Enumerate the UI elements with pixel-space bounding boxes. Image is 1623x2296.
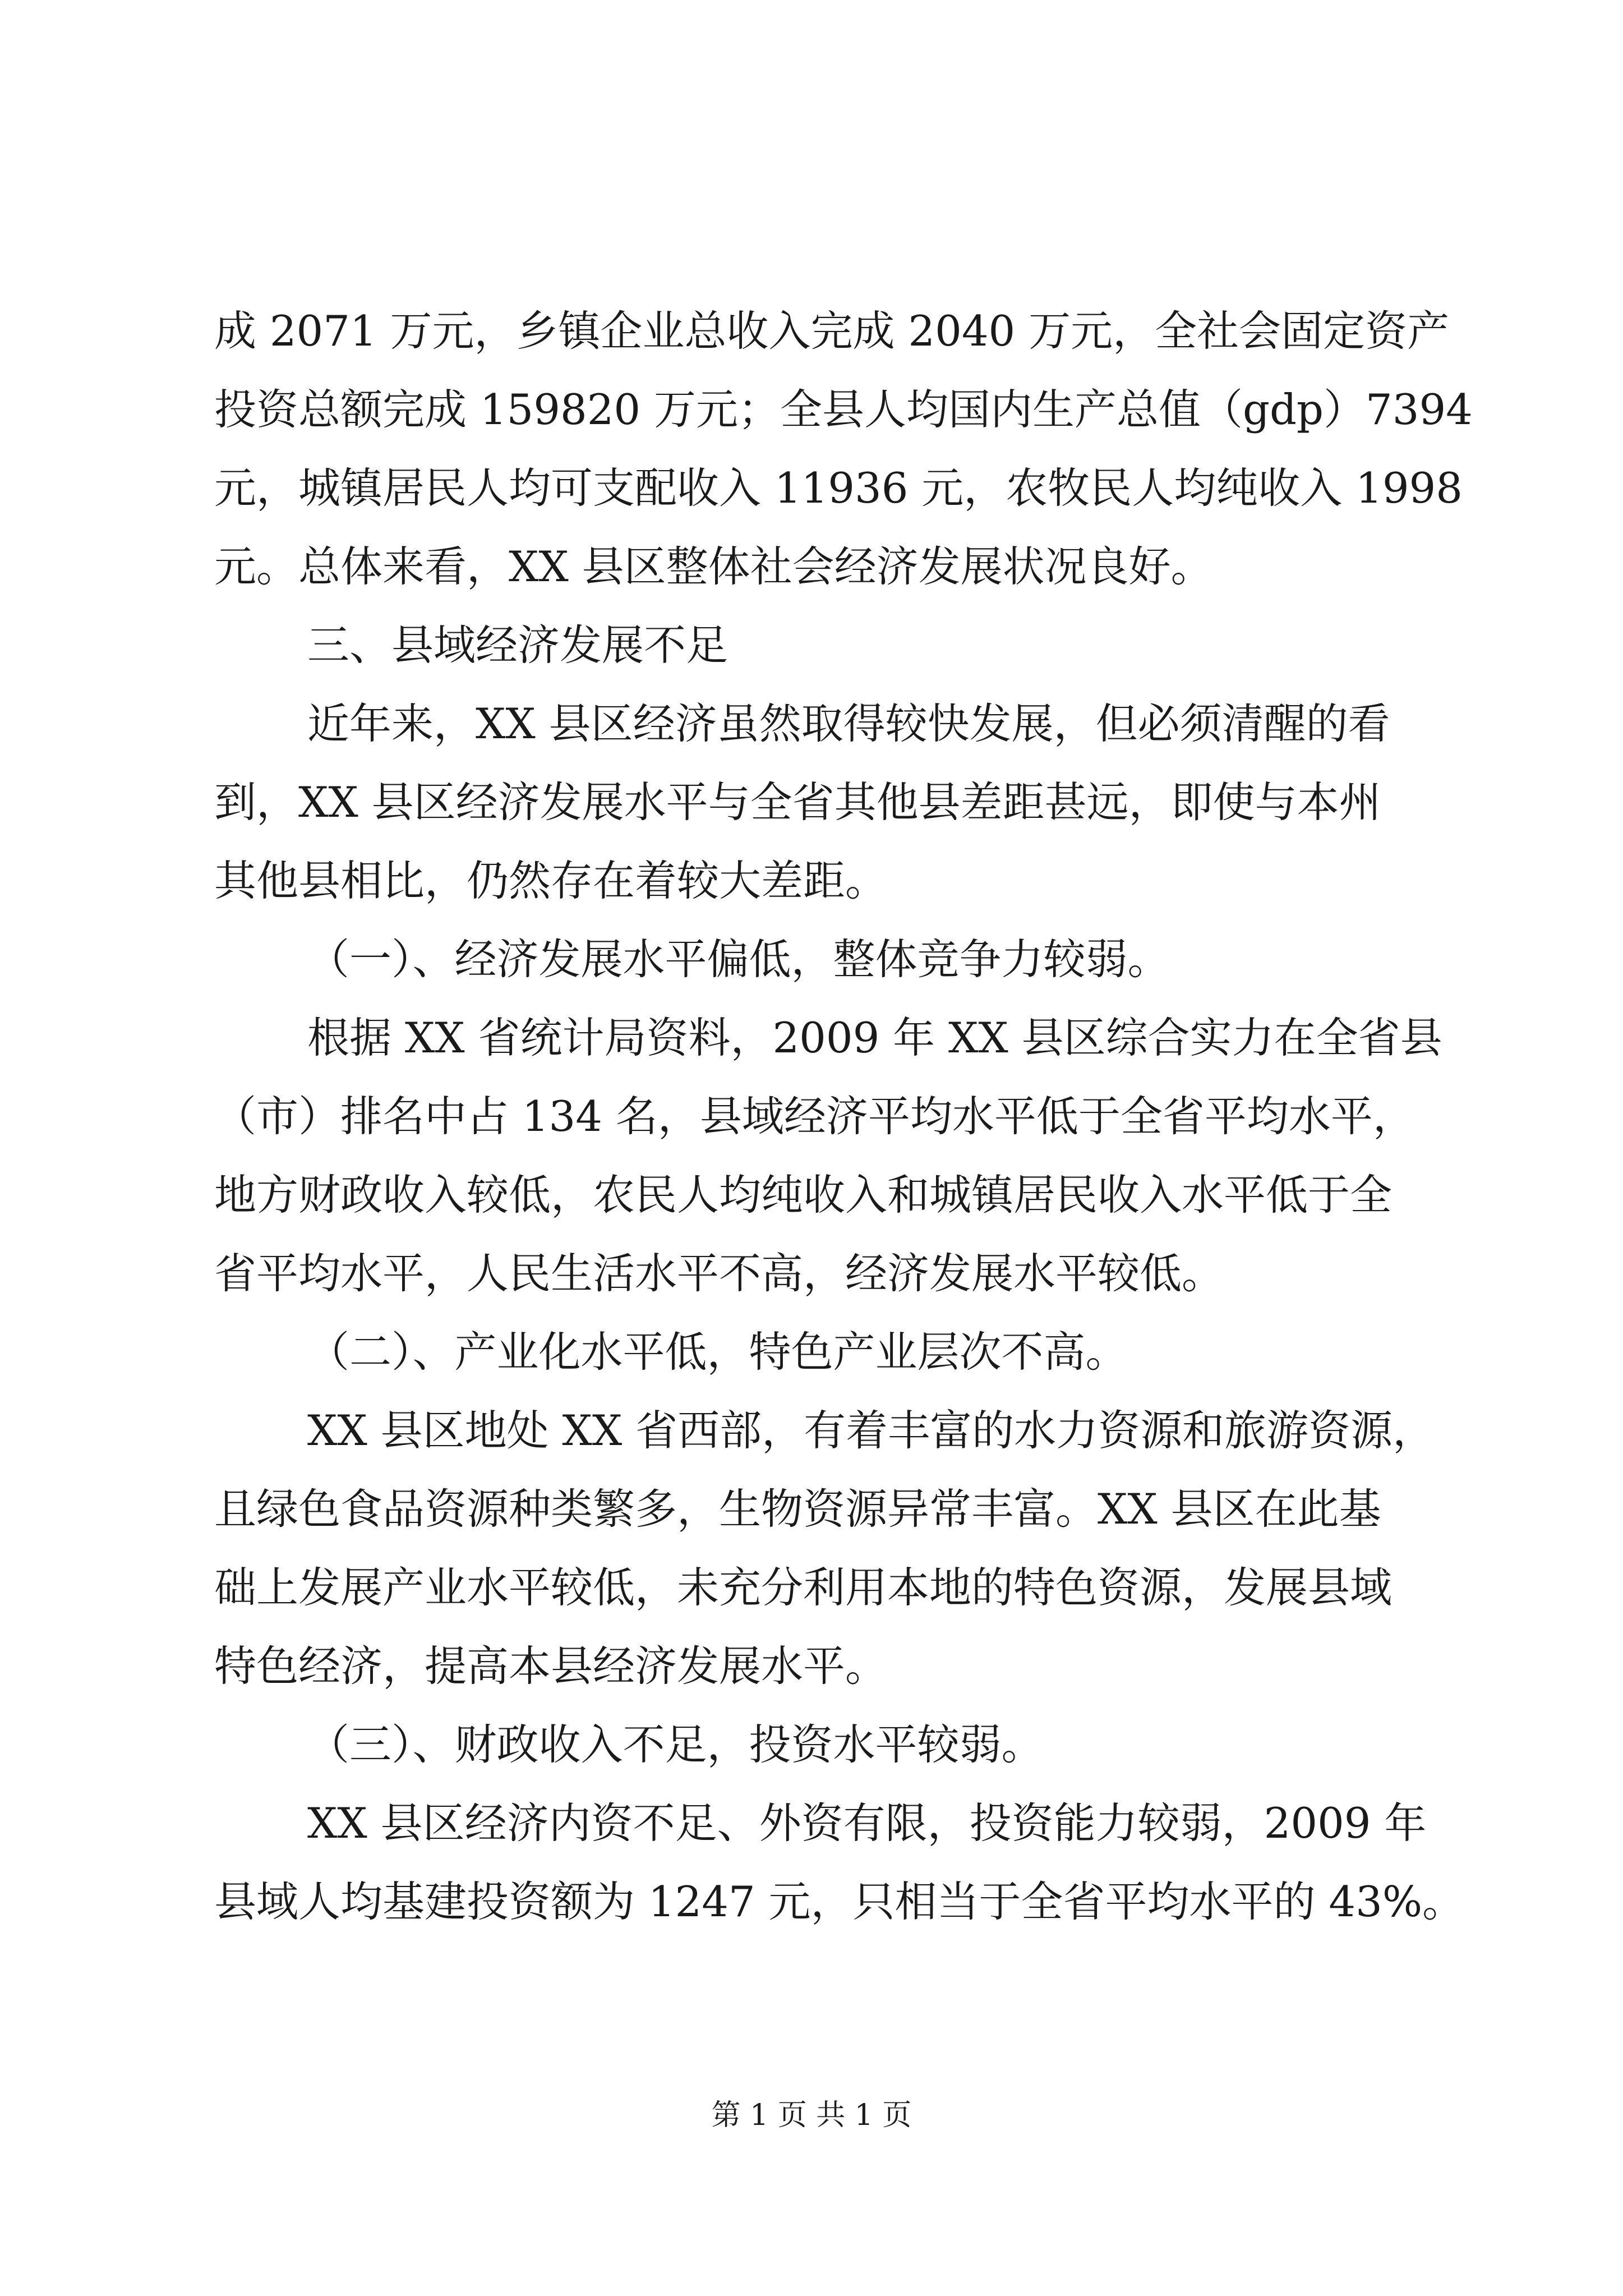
text-line: 地方财政收入较低，农民人均纯收入和城镇居民收入水平低于全 (214, 1170, 1393, 1220)
text-line: 县域人均基建投资额为 1247 元，只相当于全省平均水平的 43%。 (214, 1877, 1465, 1926)
subsection-heading: （三）、财政收入不足，投资水平较弱。 (307, 1720, 1044, 1769)
section-heading: 三、县域经济发展不足 (307, 620, 728, 670)
text-line: 元。总体来看，XX 县区整体社会经济发展状况良好。 (214, 542, 1213, 591)
text-line: XX 县区经济内资不足、外资有限，投资能力较弱，2009 年 (307, 1798, 1427, 1848)
text-line: 根据 XX 省统计局资料，2009 年 XX 县区综合实力在全省县 (307, 1013, 1442, 1062)
subsection-heading: （二）、产业化水平低，特色产业层次不高。 (307, 1327, 1128, 1377)
text-line: 础上发展产业水平较低，未充分利用本地的特色资源，发展县域 (214, 1563, 1393, 1612)
text-line: XX 县区地处 XX 省西部，有着丰富的水力资源和旅游资源， (307, 1406, 1435, 1455)
text-line: 特色经济，提高本县经济发展水平。 (214, 1641, 888, 1691)
text-line: 投资总额完成 159820 万元；全县人均国内生产总值（gdp）7394 (214, 385, 1473, 434)
text-line: （市）排名中占 134 名，县域经济平均水平低于全省平均水平， (214, 1092, 1415, 1141)
text-line: 省平均水平，人民生活水平不高，经济发展水平较低。 (214, 1249, 1224, 1298)
text-line: 到，XX 县区经济发展水平与全省其他县差距甚远，即使与本州 (214, 777, 1381, 827)
text-line: 其他县相比，仍然存在着较大差距。 (214, 856, 888, 905)
subsection-heading: （一）、经济发展水平偏低，整体竞争力较弱。 (307, 935, 1170, 984)
text-line: 成 2071 万元，乡镇企业总收入完成 2040 万元，全社会固定资产 (214, 306, 1450, 356)
page-footer: 第 1 页 共 1 页 (711, 2099, 912, 2132)
text-line: 且绿色食品资源种类繁多，生物资源异常丰富。XX 县区在此基 (214, 1484, 1381, 1534)
text-line: 元，城镇居民人均可支配收入 11936 元，农牧民人均纯收入 1998 (214, 463, 1463, 513)
text-line: 近年来，XX 县区经济虽然取得较快发展，但必须清醒的看 (307, 699, 1390, 748)
